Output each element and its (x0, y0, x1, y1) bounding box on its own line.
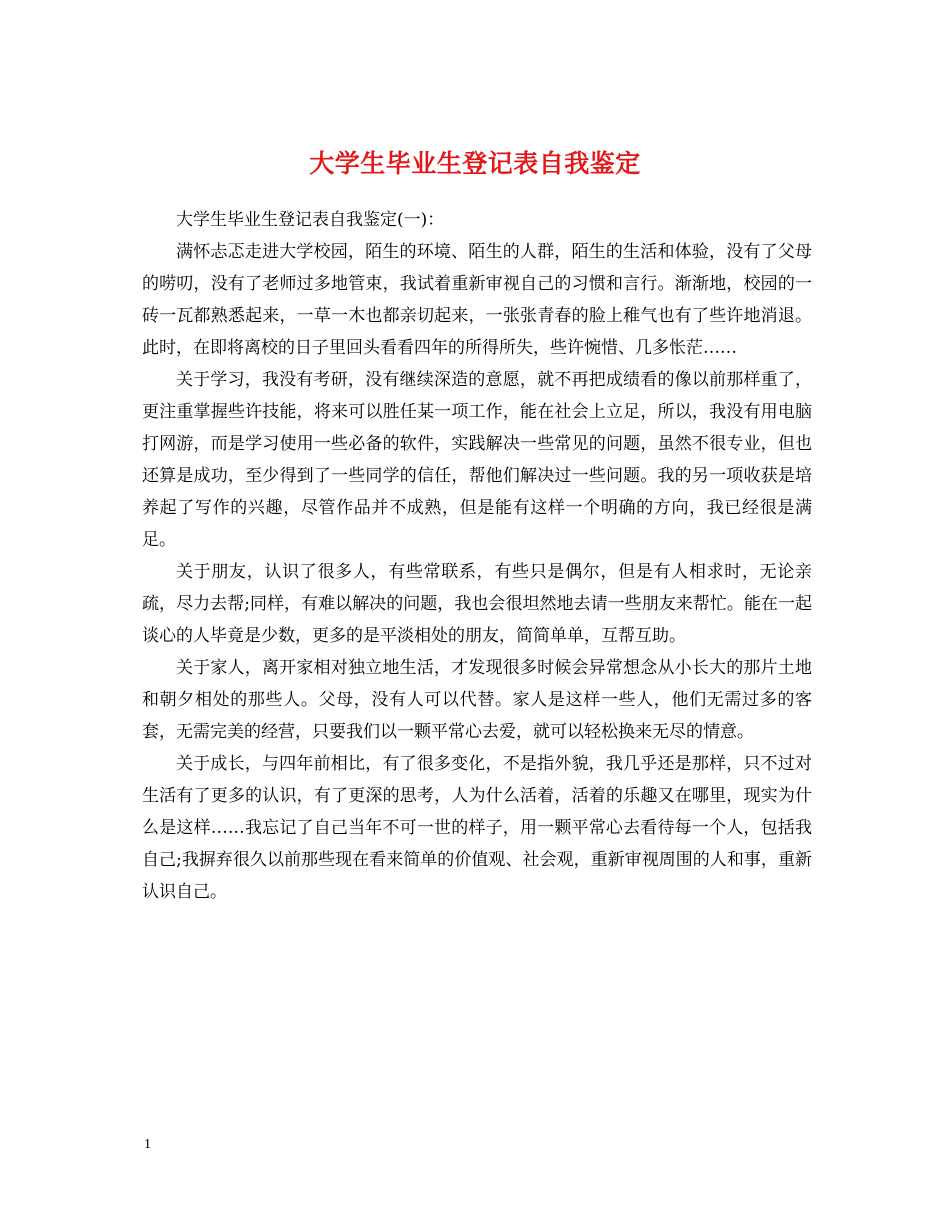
paragraph-heading: 大学生毕业生登记表自我鉴定(一)： (176, 210, 445, 230)
document-title: 大学生毕业生登记表自我鉴定 (309, 148, 641, 178)
document-body (142, 204, 812, 908)
paragraph-intro: 满怀忐忑走进大学校园，陌生的环境、陌生的人群，陌生的生活和体验，没有了父母的唠叨，没有了老师过多地管束，我试着重新审视自己的习惯和言行。渐渐地，校园的一砖一瓦都熟悉起来，一草一木也都亲切起来，一张张青春的脸上稚气也有了些许地消退。此时，在即将离校的日子里回头看看四年的所得所失，些许惋惜、几多怅茫…… (142, 242, 812, 358)
paragraph-family: 关于家人，离开家相对独立地生活，才发现很多时候会异常想念从小长大的那片土地和朝夕相处的那些人。父母，没有人可以代替。家人是这样一些人，他们无需过多的客套，无需完美的经营，只要我们以一颗平常心去爱，就可以轻松换来无尽的情意。 (142, 658, 812, 742)
paragraph-friends: 关于朋友，认识了很多人，有些常联系，有些只是偶尔，但是有人相求时，无论亲疏，尽力去帮;同样，有难以解决的问题，我也会很坦然地去请一些朋友来帮忙。能在一起谈心的人毕竟是少数，更多的是平淡相处的朋友，简简单单，互帮互助。 (142, 562, 812, 646)
page-number: 1 (144, 1137, 151, 1152)
paragraph-study: 关于学习，我没有考研，没有继续深造的意愿，就不再把成绩看的像以前那样重了，更注重掌握些许技能，将来可以胜任某一项工作，能在社会上立足，所以，我没有用电脑打网游，而是学习使用一些必备的软件，实践解决一些常见的问题，虽然不很专业，但也还算是成功，至少得到了一些同学的信任，帮他们解决过一些问题。我的另一项收获是培养起了写作的兴趣，尽管作品并不成熟，但是能有这样一个明确的方向，我已经很是满足。 (142, 370, 812, 550)
paragraph-growth: 关于成长，与四年前相比，有了很多变化，不是指外貌，我几乎还是那样，只不过对生活有了更多的认识，有了更深的思考，人为什么活着，活着的乐趣又在哪里，现实为什么是这样……我忘记了自己当年不可一世的样子，用一颗平常心去看待每一个人，包括我自己;我摒弃很久以前那些现在看来简单的价值观、社会观，重新审视周围的人和事，重新认识自己。 (142, 754, 812, 902)
